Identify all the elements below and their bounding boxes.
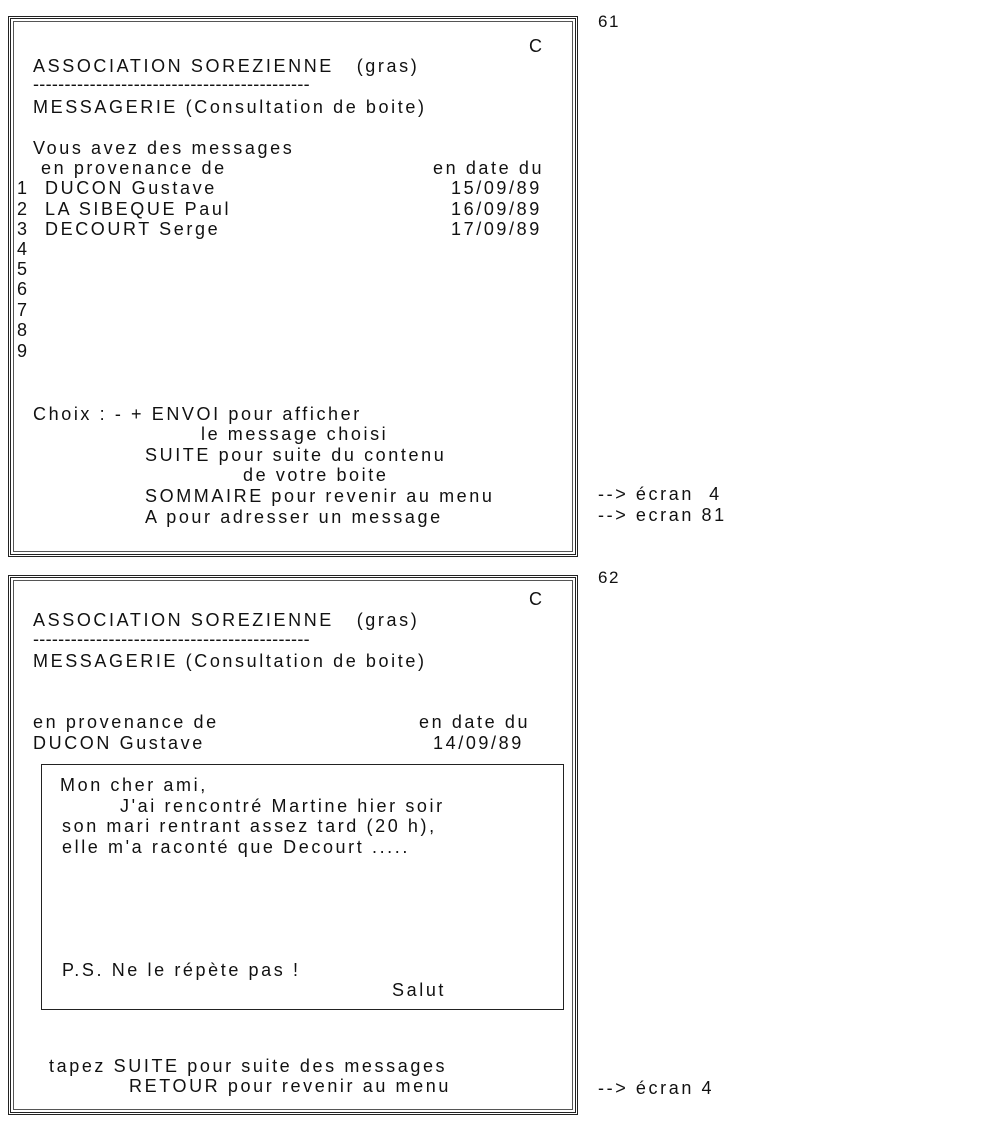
message-number: 7 [17,300,30,320]
message-date: 16/09/89 [451,199,542,219]
letter-line: J'ai rencontré Martine hier soir [120,796,445,816]
choice-line-suite: SUITE pour suite du contenu [145,445,447,465]
choice-line-envoi-cont: le message choisi [201,424,389,444]
choice-line-suite-cont: de votre boite [243,465,389,485]
corner-mark: C [529,589,545,609]
letter-line: elle m'a raconté que Decourt ..... [62,837,410,857]
message-sender[interactable]: DECOURT Serge [45,219,221,239]
association-header: ASSOCIATION SOREZIENNE (gras) [33,56,420,76]
intro-text: Vous avez des messages [33,138,295,158]
screen-62-frame [8,575,578,1115]
footer-suite: tapez SUITE pour suite des messages [49,1056,448,1076]
letter-signoff: Salut [392,980,447,1000]
message-sender[interactable]: LA SIBEQUE Paul [45,199,232,219]
page-subtitle: MESSAGERIE (Consultation de boite) [33,97,427,117]
link-ecran-81: --> ecran 81 [598,505,727,525]
choice-line-sommaire: SOMMAIRE pour revenir au menu [145,486,495,506]
letter-line: Mon cher ami, [60,775,208,795]
message-number: 3 [17,219,30,239]
choice-line-envoi: Choix : - + ENVOI pour afficher [33,404,362,424]
column-header-date: en date du [433,158,545,178]
screen-61-frame [8,16,578,557]
column-header-date: en date du [419,712,531,732]
choice-line-adresser: A pour adresser un message [145,507,443,527]
message-body-box [41,764,564,1010]
message-number: 8 [17,320,30,340]
letter-postscript: P.S. Ne le répète pas ! [62,960,301,980]
message-number: 9 [17,341,30,361]
message-number: 4 [17,239,30,259]
message-number: 6 [17,279,30,299]
column-header-from: en provenance de [41,158,227,178]
corner-mark: C [529,36,545,56]
link-ecran-4: --> écran 4 [598,484,722,504]
page-subtitle: MESSAGERIE (Consultation de boite) [33,651,427,671]
message-number: 2 [17,199,30,219]
message-number: 5 [17,259,30,279]
message-number: 1 [17,178,30,198]
message-date: 17/09/89 [451,219,542,239]
column-header-from: en provenance de [33,712,219,732]
header-rule: -------------------------------------------- [33,74,310,94]
link-ecran-4: --> écran 4 [598,1078,715,1098]
association-header: ASSOCIATION SOREZIENNE (gras) [33,610,420,630]
sender-name: DUCON Gustave [33,733,205,753]
message-date: 15/09/89 [451,178,542,198]
page-number-61: 61 [598,12,620,31]
letter-line: son mari rentrant assez tard (20 h), [62,816,437,836]
page-number-62: 62 [598,568,620,587]
footer-retour: RETOUR pour revenir au menu [129,1076,451,1096]
message-sender[interactable]: DUCON Gustave [45,178,217,198]
sent-date: 14/09/89 [433,733,524,753]
header-rule: -------------------------------------------- [33,629,310,649]
